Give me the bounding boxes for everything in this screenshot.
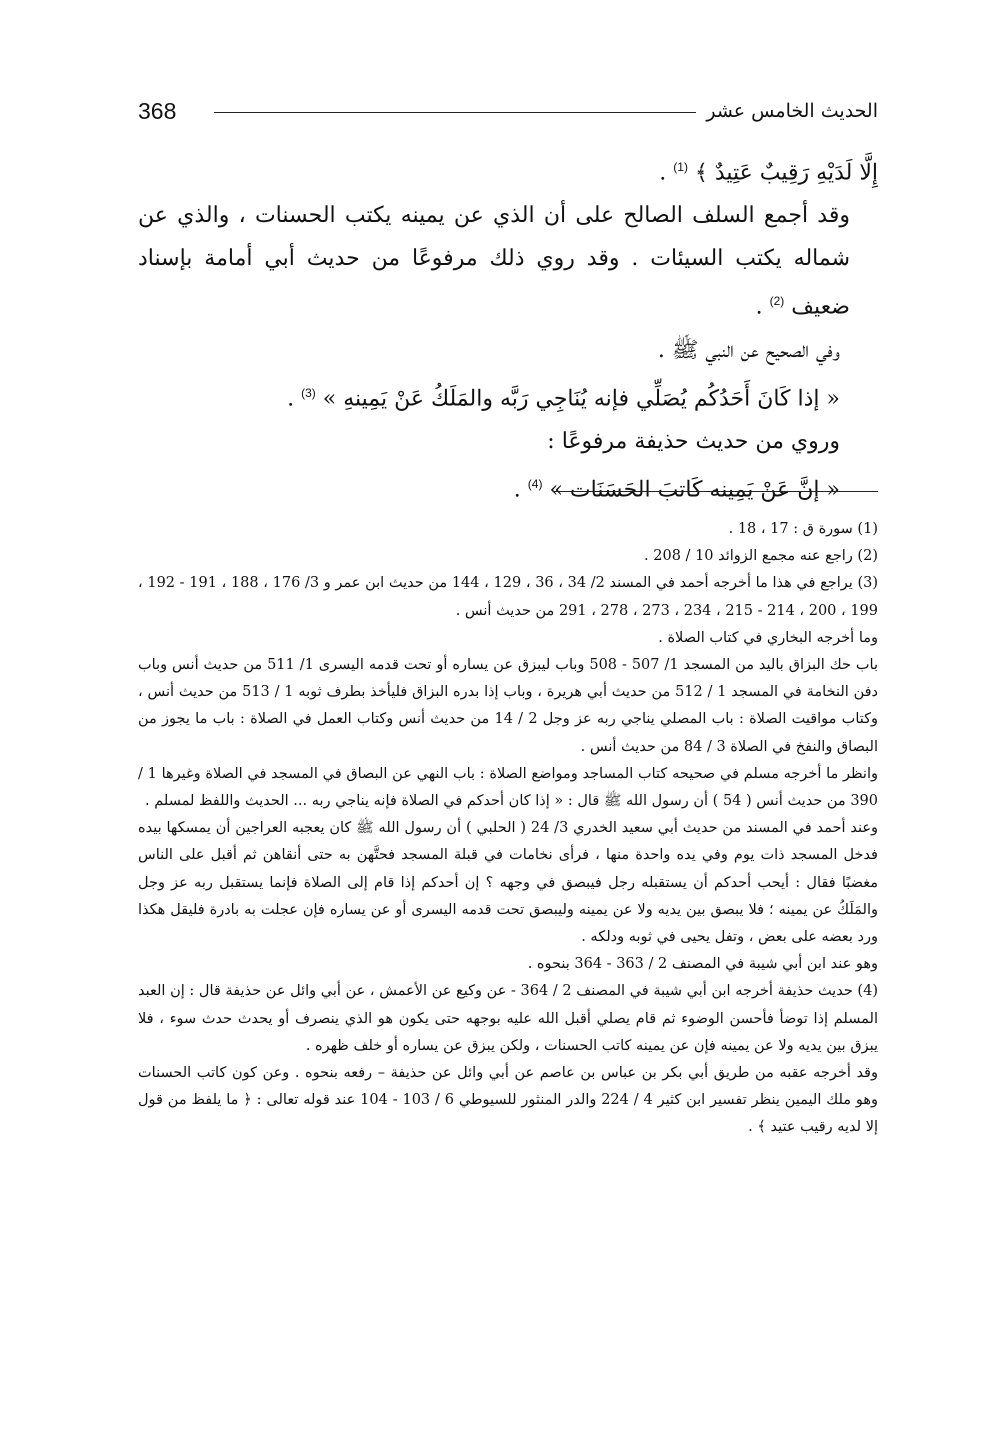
- running-title: الحديث الخامس عشر: [706, 100, 878, 122]
- footnotes: [138, 516, 878, 1142]
- hadith-text: « إذا كَانَ أَحَدُكُم يُصَلِّي فإنه يُنَاجِي رَبَّه والمَلَكُ عَنْ يَمِينهِ »: [322, 385, 840, 411]
- footnote-ref-2: (2): [769, 294, 785, 309]
- sahih-line: وفي الصحيح عن النبي ﷺ .: [657, 337, 840, 363]
- footnote-divider: [553, 491, 878, 492]
- consensus-paragraph: [138, 194, 878, 328]
- hadith-end: .: [513, 477, 521, 503]
- footnote-3: (3) يراجع في هذا ما أخرجه أحمد في المسند 2/ 34 ، 36 ، 129 ، 144 من حديث ابن عمر و 3/ 176 ، 188 ، 191 - 192 ، 199 ، 200 ، 214 - 215 ، 234 ، 273 ، 278 ، 291 من حديث أنس .: [138, 575, 879, 619]
- footnote-ref-3: (3): [301, 385, 316, 400]
- verse-end: .: [659, 160, 667, 186]
- header-rule: [214, 112, 696, 113]
- footnote-3-muslim: وانظر ما أخرجه مسلم في صحيحه كتاب المساجد ومواضع الصلاة : باب النهي عن البصاق في المسجد في الصلاة وغيرها 1 / 390 من حديث أنس ( 54 ) أن رسول الله ﷺ قال : « إذا كان أحدكم في الصلاة فإنه يناجي ربه ... الحديث واللفظ لمسلم .: [138, 765, 878, 810]
- main-text: [138, 146, 878, 511]
- quran-verse-ending: [138, 146, 878, 194]
- hadith-quote-2: [138, 463, 878, 511]
- paragraph-text: وقد أجمع السلف الصالح على أن الذي عن يمينه يكتب الحسنات ، والذي عن شماله يكتب السيئات . وقد روي ذلك مرفوعًا من حديث أبي أمامة بإسناد ضعيف: [138, 203, 850, 320]
- page-header: [138, 96, 878, 130]
- footnote-4-continued: وقد أخرجه عقبه من طريق أبي بكر بن عباس بن عاصم عن أبي وائل عن حذيفة – رفعه بنحوه . وعن كون كاتب الحسنات وهو ملك اليمين ينظر تفسير ابن كثير 4 / 224 والدر المنثور للسيوطي 6 / 103 - 104 عند قوله تعالى : ﴿ ما يلفظ من قول إلا لديه رقيب عتيد ﴾ .: [138, 1065, 879, 1136]
- footnote-3-bukhari: وما أخرجه البخاري في كتاب الصلاة .: [658, 629, 878, 646]
- hadith-text: « إنَّ عَنْ يَمِينه كَاتبَ الحَسَنَات »: [549, 477, 840, 503]
- paragraph-end: .: [755, 294, 763, 320]
- hadith-end: .: [287, 385, 295, 411]
- footnote-3-bukhari-chapters: باب حك البزاق باليد من المسجد 1/ 507 - 508 وباب ليبزق عن يساره أو تحت قدمه اليسرى 1/ 511 من حديث أنس وباب دفن النخامة في المسجد 1 / 512 من حديث أبي هريرة ، وباب إذا بدره البزاق فليأخذ بطرف ثوبه 1 / 513 من حديث أنس ، وكتاب مواقيت الصلاة : باب المصلي يناجي ربه عز وجل 2 / 14 من حديث أنس وكتاب العمل في الصلاة : باب ما يجوز من البصاق والنفخ في الصلاة 3 / 84 من حديث أنس .: [138, 657, 879, 755]
- hudhayfa-line: وروي من حديث حذيفة مرفوعًا :: [547, 428, 840, 454]
- hadith-quote-1: [138, 372, 878, 420]
- footnote-ref-1: (1): [673, 160, 688, 174]
- footnote-4: (4) حديث حذيفة أخرجه ابن أبي شيبة في المصنف 2 / 364 - عن وكيع عن الأعمش ، عن أبي وائل عن حذيفة قال : إن العبد المسلم إذا توضأ فأحسن الوضوء ثم قام يصلي أقبل الله عليه بوجهه حتى يكون هو الذي ينصرف أو يحدث حدث سوء ، فلا يبزق بين يديه ولا عن يمينه فإن عن يمينه كاتب الحسنات ، ولكن يبزق عن يساره أو خلف ظهره .: [138, 983, 878, 1054]
- footnote-3-ahmad: وعند أحمد في المسند من حديث أبي سعيد الخدري 3/ 24 ( الحلبي ) أن رسول الله ﷺ كان يعجبه العراجين أن يمسكها بيده فدخل المسجد ذات يوم وفي يده واحدة منها ، فرأى نخامات في قبلة المسجد فحتَّهن به حتى أنقاهن ثم أقبل على الناس مغضبًا فقال : أيحب أحدكم أن يستقبله رجل فيبصق في وجهه ؟ إن أحدكم إذا قام إلى الصلاة فإنما يستقبل ربه عز وجل والمَلَكُ عن يمينه ؛ فلا يبصق بين يديه ولا عن يمينه وليبصق تحت قدمه اليسرى أو عن يساره فإن عجلت به بادرة فليقل هكذا ورد بعضه على بعض ، وتفل يحيى في ثوبه ودلكه .: [138, 820, 878, 946]
- footnote-3-ibn-abi-shayba: وهو عند ابن أبي شيبة في المصنف 2 / 363 - 364 بنحوه .: [527, 956, 878, 973]
- footnote-ref-4: (4): [527, 476, 543, 491]
- verse-text: إِلَّا لَدَيْهِ رَقِيبٌ عَتِيدٌ ﴾: [694, 160, 878, 186]
- footnote-1: (1) سورة ق : 17 ، 18 .: [728, 521, 878, 537]
- footnote-2: (2) راجع عنه مجمع الزوائد 10 / 208 .: [644, 548, 878, 565]
- page-number: 368: [138, 98, 177, 124]
